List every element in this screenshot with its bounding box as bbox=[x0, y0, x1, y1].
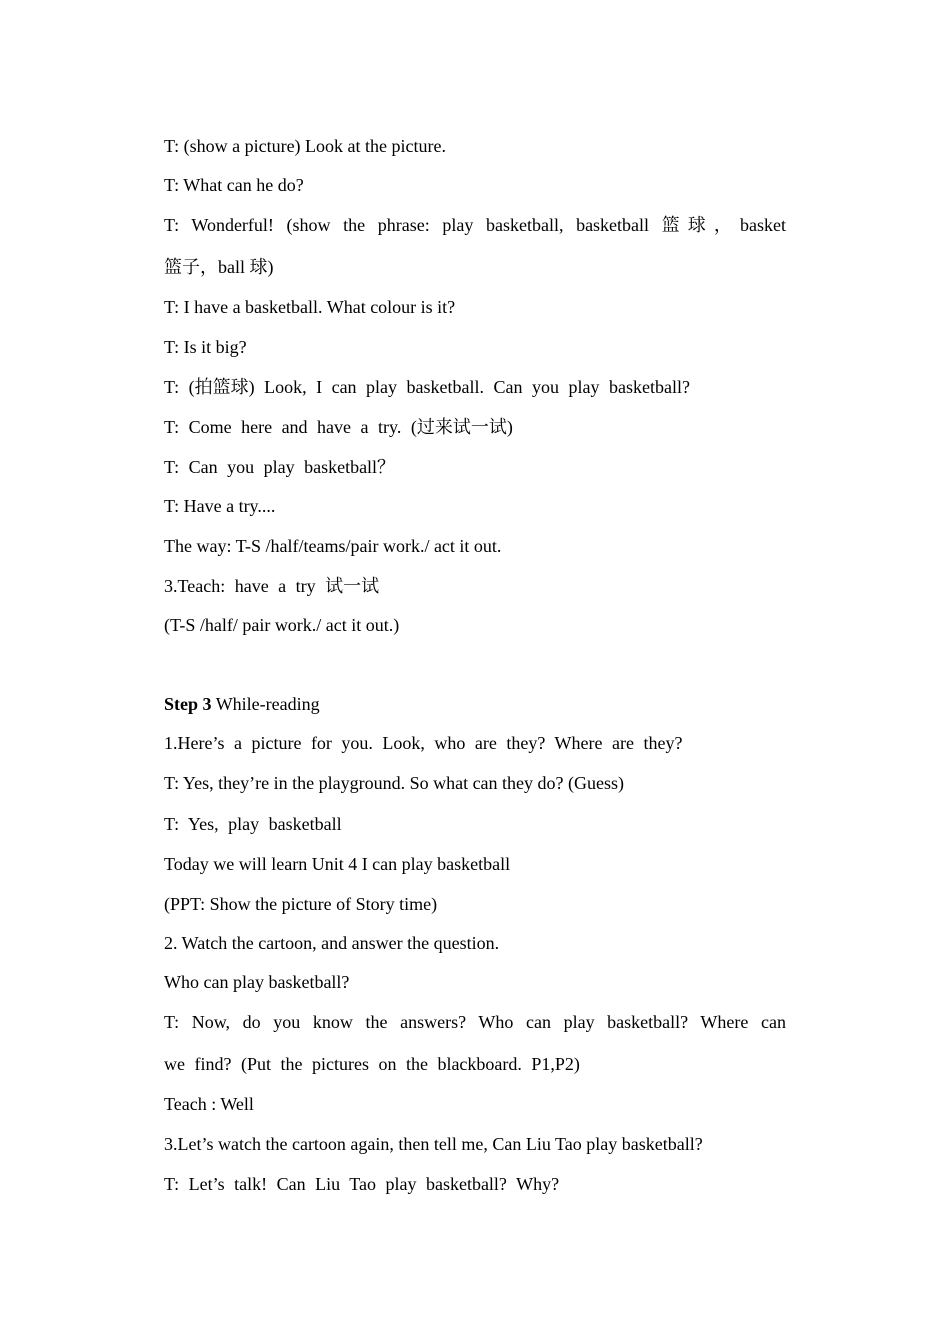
text-line-3: T: Wonderful! (show the phrase: play basketball, basketball 篮球，basket bbox=[164, 215, 786, 235]
text-line-17: Today we will learn Unit 4 I can play basketball bbox=[164, 854, 511, 874]
text-line-8: T: Come here and have a try. (过来试一试) bbox=[164, 417, 513, 437]
text-line-13: (T-S /half/ pair work./ act it out.) bbox=[164, 615, 400, 635]
step3-title: While-reading bbox=[211, 694, 320, 714]
text-line-20: Who can play basketball? bbox=[164, 972, 350, 992]
text-line-23: Teach : Well bbox=[164, 1094, 254, 1114]
text-line-5: T: I have a basketball. What colour is it? bbox=[164, 297, 456, 317]
text-line-14: 1.Here’s a picture for you. Look, who are they? Where are they? bbox=[164, 733, 683, 753]
text-line-7: T: (拍篮球) Look, I can play basketball. Can you play basketball? bbox=[164, 377, 690, 397]
text-line-21: T: Now, do you know the answers? Who can play basketball? Where can bbox=[164, 1012, 786, 1032]
step3-heading bbox=[164, 693, 320, 715]
text-line-9: T: Can you play basketball？ bbox=[164, 457, 396, 477]
text-line-25: T: Let’s talk! Can Liu Tao play basketball? Why? bbox=[164, 1174, 560, 1194]
text-line-18: (PPT: Show the picture of Story time) bbox=[164, 894, 438, 914]
text-line-4: 篮子，ball 球) bbox=[164, 257, 274, 277]
step3-label: Step 3 bbox=[164, 694, 212, 714]
text-line-16: T: Yes, play basketball bbox=[164, 814, 342, 834]
text-line-12: 3.Teach: have a try 试一试 bbox=[164, 576, 380, 596]
text-line-2: T: What can he do? bbox=[164, 175, 304, 195]
text-line-19: 2. Watch the cartoon, and answer the question. bbox=[164, 933, 500, 953]
text-line-6: T: Is it big? bbox=[164, 337, 247, 357]
text-line-1: T: (show a picture) Look at the picture. bbox=[164, 136, 447, 156]
text-line-10: T: Have a try.... bbox=[164, 496, 276, 516]
text-line-22: we find? (Put the pictures on the blackboard. P1,P2) bbox=[164, 1054, 580, 1074]
text-line-11: The way: T-S /half/teams/pair work./ act it out. bbox=[164, 536, 502, 556]
text-line-15: T: Yes, they’re in the playground. So what can they do? (Guess) bbox=[164, 773, 625, 793]
text-line-24: 3.Let’s watch the cartoon again, then tell me, Can Liu Tao play basketball? bbox=[164, 1134, 703, 1154]
